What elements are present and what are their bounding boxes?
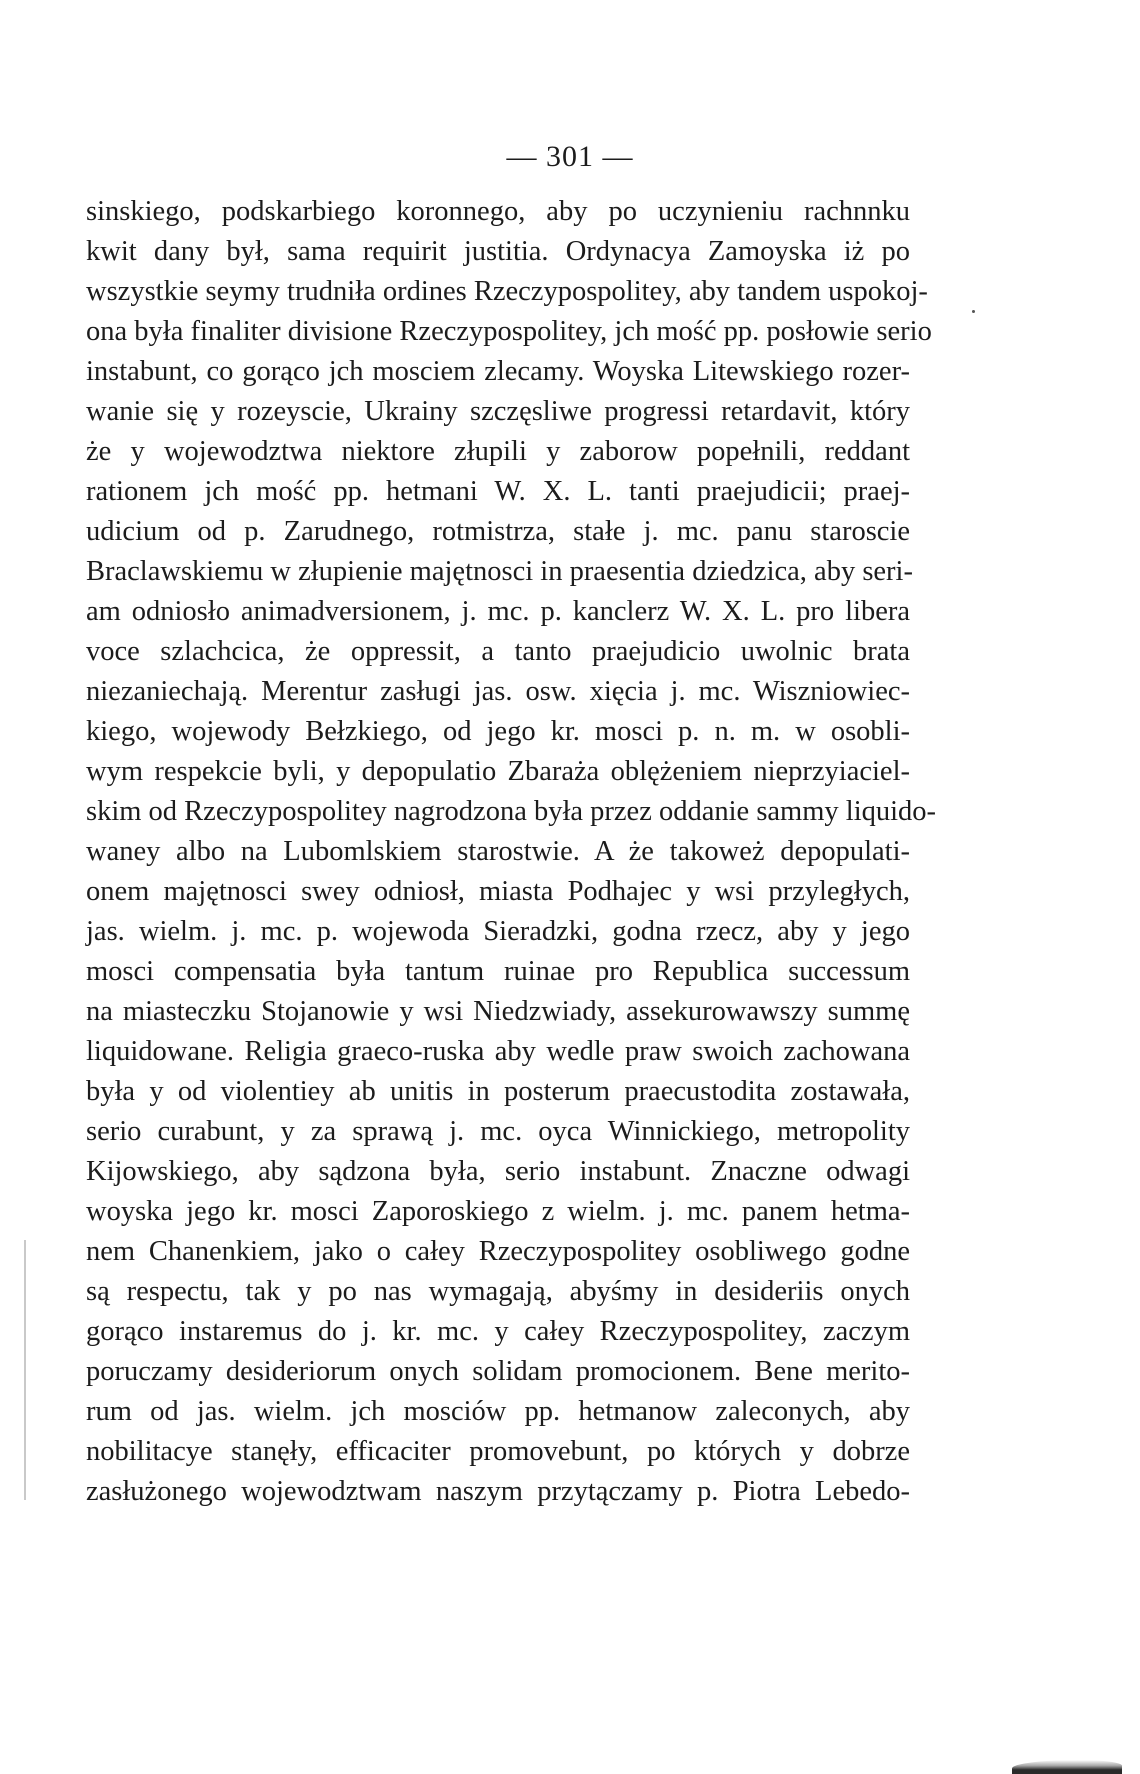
text-line-6: wanie się y rozeyscie, Ukrainy szczęsliwe progressi retardavit, który bbox=[86, 396, 910, 427]
scan-corner-smudge bbox=[1012, 1760, 1122, 1774]
text-line-25: Kijowskiego, aby sądzona była, serio instabunt. Znaczne odwagi bbox=[86, 1156, 910, 1187]
text-line-20: mosci compensatia była tantum ruinae pro Republica successum bbox=[86, 956, 910, 987]
text-line-27: nem Chanenkiem, jako o całey Rzeczypospolitey osobliwego godne bbox=[86, 1236, 910, 1267]
text-line-3: wszystkie seymy trudniła ordines Rzeczypospolitey, aby tandem uspokoj- bbox=[86, 276, 928, 307]
text-line-24: serio curabunt, y za sprawą j. mc. oyca Winnickiego, metropolity bbox=[86, 1116, 910, 1147]
text-line-14: kiego, wojewody Bełzkiego, od jego kr. mosci p. n. m. w osobli- bbox=[86, 716, 910, 747]
text-line-31: rum od jas. wielm. jch mosciów pp. hetmanow zaleconych, aby bbox=[86, 1396, 910, 1427]
text-line-12: voce szlachcica, że oppressit, a tanto praejudicio uwolnic brata bbox=[86, 636, 910, 667]
text-line-22: liquidowane. Religia graeco-ruska aby wedle praw swoich zachowana bbox=[86, 1036, 910, 1067]
text-line-29: gorąco instaremus do j. kr. mc. y całey Rzeczypospolitey, zaczym bbox=[86, 1316, 910, 1347]
text-line-4: ona była finaliter divisione Rzeczypospolitey, jch mość pp. posłowie serio bbox=[86, 316, 932, 347]
text-line-8: rationem jch mość pp. hetmani W. X. L. tanti praejudicii; praej- bbox=[86, 476, 910, 507]
text-line-16: skim od Rzeczypospolitey nagrodzona była przez oddanie sammy liquido- bbox=[86, 796, 937, 827]
page-number: — 301 — bbox=[506, 140, 634, 173]
text-line-5: instabunt, co gorąco jch mosciem zlecamy. Woyska Litewskiego rozer- bbox=[86, 356, 910, 387]
text-line-13: niezaniechają. Merentur zasługi jas. osw. xięcia j. mc. Wiszniowiec- bbox=[86, 676, 910, 707]
text-line-32: nobilitacye stanęły, efficaciter promovebunt, po których y dobrze bbox=[86, 1436, 910, 1467]
text-line-18: onem majętnosci swey odniosł, miasta Podhajec y wsi przyległych, bbox=[86, 876, 910, 907]
scan-speck bbox=[972, 310, 975, 313]
text-line-7: że y wojewodztwa niektore złupili y zaborow popełnili, reddant bbox=[86, 436, 910, 467]
text-line-2: kwit dany był, sama requirit justitia. Ordynacya Zamoyska iż po bbox=[86, 236, 910, 267]
text-line-28: są respectu, tak y po nas wymagają, abyśmy in desideriis onych bbox=[86, 1276, 910, 1307]
text-line-19: jas. wielm. j. mc. p. wojewoda Sieradzki, godna rzecz, aby y jego bbox=[86, 916, 910, 947]
text-line-30: poruczamy desideriorum onych solidam promocionem. Bene merito- bbox=[86, 1356, 910, 1387]
text-line-11: am odniosło animadversionem, j. mc. p. kanclerz W. X. L. pro libera bbox=[86, 596, 910, 627]
text-line-26: woyska jego kr. mosci Zaporoskiego z wielm. j. mc. panem hetma- bbox=[86, 1196, 910, 1227]
body-text bbox=[86, 192, 937, 1512]
text-line-15: wym respekcie byli, y depopulatio Zbaraża oblężeniem nieprzyiaciel- bbox=[86, 756, 910, 787]
text-line-23: była y od violentiey ab unitis in posterum praecustodita zostawała, bbox=[86, 1076, 910, 1107]
text-line-21: na miasteczku Stojanowie y wsi Niedzwiady, assekurowawszy summę bbox=[86, 996, 910, 1027]
scan-margin-mark bbox=[24, 1240, 26, 1500]
text-line-9: udicium od p. Zarudnego, rotmistrza, stałe j. mc. panu staroscie bbox=[86, 516, 910, 547]
text-line-1: sinskiego, podskarbiego koronnego, aby po uczynieniu rachnnku bbox=[86, 196, 910, 227]
text-line-10: Braclawskiemu w złupienie majętnosci in praesentia dziedzica, aby seri- bbox=[86, 556, 913, 587]
text-line-33: zasłużonego wojewodztwam naszym przytączamy p. Piotra Lebedo- bbox=[86, 1476, 910, 1507]
text-line-17: waney albo na Lubomlskiem starostwie. A że takoweż depopulati- bbox=[86, 836, 910, 867]
